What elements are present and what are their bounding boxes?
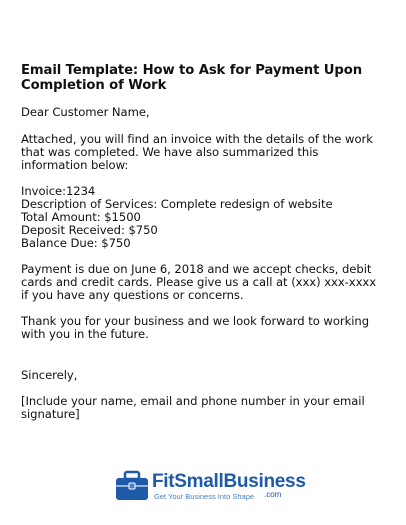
invoice-number: Invoice:1234	[21, 184, 96, 198]
signature-line: [Include your name, email and phone number in your email	[21, 394, 365, 408]
payment-line: Payment is due on June 6, 2018 and we accept checks, debit	[21, 262, 372, 276]
total-amount: Total Amount: $1500	[21, 210, 141, 224]
intro-line: that was completed. We have also summarized this	[21, 145, 319, 159]
title-line: Email Template: How to Ask for Payment Upon	[21, 63, 362, 78]
payment-paragraph	[21, 263, 391, 302]
greeting: Dear Customer Name,	[21, 105, 150, 119]
fitsmallbusiness-logo	[114, 470, 306, 506]
intro-line: information below:	[21, 158, 129, 172]
thanks-paragraph	[21, 315, 391, 341]
signature-placeholder	[21, 395, 391, 421]
intro-paragraph	[21, 133, 391, 172]
intro-line: Attached, you will find an invoice with the details of the work	[21, 132, 373, 146]
thanks-line: with you in the future.	[21, 327, 149, 341]
closing: Sincerely,	[21, 368, 78, 382]
title-line: Completion of Work	[21, 78, 167, 93]
thanks-line: Thank you for your business and we look forward to working	[21, 314, 370, 328]
signature-line: signature]	[21, 407, 80, 421]
balance-due: Balance Due: $750	[21, 236, 131, 250]
payment-line: cards and credit cards. Please give us a call at (xxx) xxx-xxxx	[21, 275, 377, 289]
briefcase-icon	[114, 470, 154, 504]
brand-name: FitSmallBusiness	[152, 471, 306, 492]
document-title	[21, 63, 391, 93]
brand-domain-suffix: .com	[264, 490, 282, 499]
payment-line: if you have any questions or concerns.	[21, 288, 244, 302]
deposit-received: Deposit Received: $750	[21, 223, 158, 237]
invoice-details	[21, 185, 391, 250]
brand-tagline: Get Your Business Into Shape	[154, 492, 255, 501]
email-template-document	[21, 63, 391, 421]
service-description: Description of Services: Complete redesign of website	[21, 197, 333, 211]
